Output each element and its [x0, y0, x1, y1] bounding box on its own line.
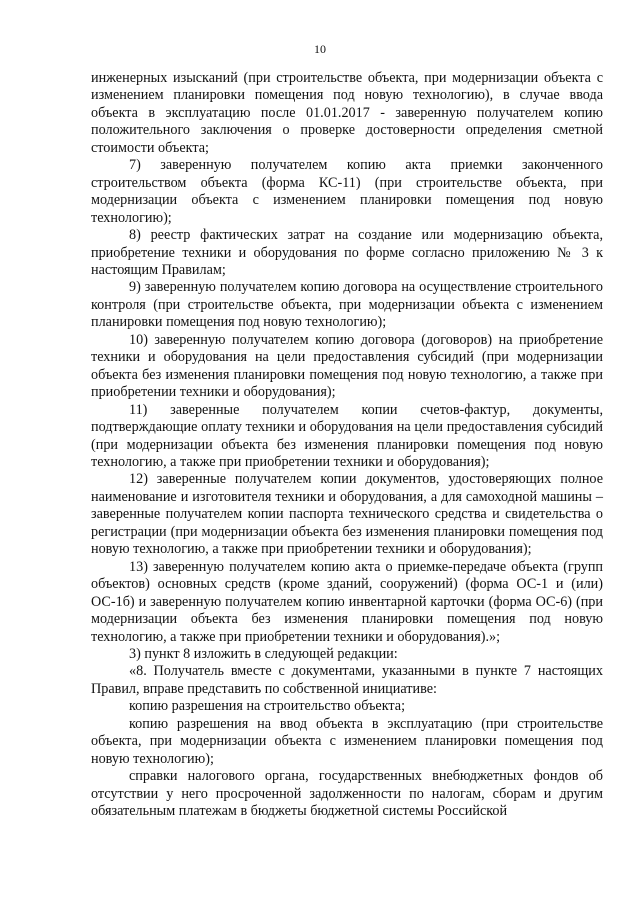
paragraph: инженерных изысканий (при строительстве объекта, при модернизации объекта с изменением планировки помещения под новую технологию), в случае ввода объекта в эксплуатацию после 01.01.2017 - заверенную получателем копию положительного заключения о проверке достоверности определения сметной стоимости объекта;: [91, 70, 603, 156]
paragraph: 3) пункт 8 изложить в следующей редакции:: [129, 645, 398, 662]
paragraph: 7) заверенную получателем копию акта приемки законченного строительством объекта (форма КС-11) (при строительстве объекта, при модернизации объекта с изменением планировки помещения под новую технологию);: [91, 157, 603, 226]
document-body: [91, 70, 603, 820]
paragraph: «8. Получатель вместе с документами, указанными в пункте 7 настоящих Правил, вправе представить по собственной инициативе:: [91, 663, 603, 697]
paragraph: 9) заверенную получателем копию договора на осуществление строительного контроля (при строительстве объекта, при модернизации объекта с изменением планировки помещения под новую технологию);: [91, 279, 603, 331]
paragraph: 10) заверенную получателем копию договора (договоров) на приобретение техники и оборудования на цели предоставления субсидий (при модернизации объекта без изменения планировки помещения под новую технологию, а также при приобретении техники и оборудования);: [91, 331, 603, 401]
paragraph: справки налогового органа, государственных внебюджетных фондов об отсутствии у него просроченной задолженности по налогам, сборам и другим обязательным платежам в бюджеты бюджетной системы Российской: [91, 768, 603, 820]
paragraph: копию разрешения на строительство объекта;: [129, 698, 406, 715]
paragraph: 8) реестр фактических затрат на создание или модернизацию объекта, приобретение техники и оборудования по форме согласно приложению № 3 к настоящим Правилам;: [91, 227, 603, 278]
paragraph: 12) заверенные получателем копии документов, удостоверяющих полное наименование и изготовителя техники и оборудования, а для самоходной машины – заверенные получателем копии паспорта технического средства и свидетельства о регистрации (при модернизации объекта без изменения планировки помещения под новую технологию, а также при приобретении техники и оборудования);: [91, 471, 603, 558]
page-number: 10: [314, 42, 326, 56]
paragraph: копию разрешения на ввод объекта в эксплуатацию (при строительстве объекта, при модернизации объекта с изменением планировки помещения под новую технологию);: [91, 715, 603, 767]
paragraph: 13) заверенную получателем копию акта о приемке-передаче объекта (групп объектов) основных средств (кроме зданий, сооружений) (форма ОС-1 и (или) ОС-1б) и заверенную получателем копию инвентарной карточки (форма ОС-6) (при модернизации объекта без изменения планировки помещения под новую технологию, а также при приобретении техники и оборудования).»;: [91, 558, 603, 645]
paragraph: 11) заверенные получателем копии счетов-фактур, документы, подтверждающие оплату техники и оборудования на цели предоставления субсидий (при модернизации объекта без изменения планировки помещения под новую технологию, а также при приобретении техники и оборудования);: [91, 401, 603, 470]
